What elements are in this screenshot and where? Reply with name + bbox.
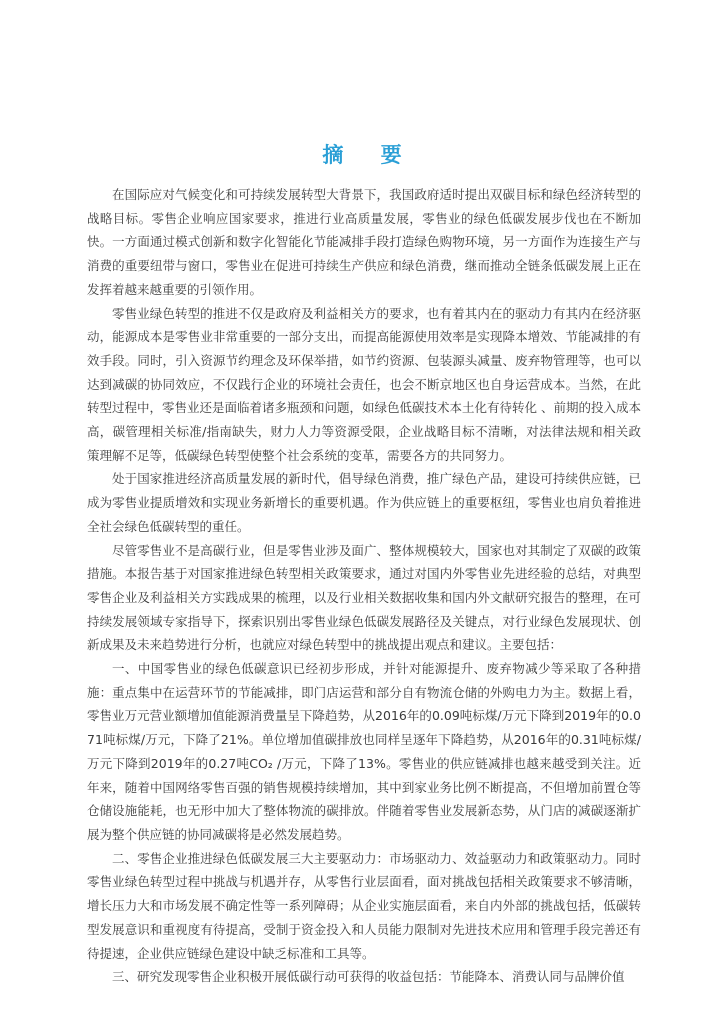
paragraph-1: 在国际应对气候变化和可持续发展转型大背景下，我国政府适时提出双碳目标和绿色经济转型的战略目标。零售企业响应国家要求，推进行业高质量发展，零售业的绿色低碳发展步伐也在不断加快。一方面通过模式创新和数字化智能化节能减排手段打造绿色购物环境，另一方面作为连接生产与消费的重要纽带与窗口，零售业在促进可持续生产供应和绿色消费，继而推动全链条低碳发展上正在发挥着越来越重要的引领作用。 [87, 187, 641, 297]
paragraph-4: 尽管零售业不是高碳行业，但是零售业涉及面广、整体规模较大，国家也对其制定了双碳的政策措施。本报告基于对国家推进绿色转型相关政策要求，通过对国内外零售业先进经验的总结，对典型零售企业及利益相关方实践成果的梳理，以及行业相关数据收集和国内外文献研究报告的整理，在可持续发展领域专家指导下，探索识别出零售业绿色低碳发展路径及关键点，对行业绿色发展现状、创新成果及未来趋势进行分析，也就应对绿色转型中的挑战提出观点和建议。主要包括： [87, 542, 641, 653]
paragraph-6: 二、零售企业推进绿色低碳发展三大主要驱动力：市场驱动力、效益驱动力和政策驱动力。同时零售业绿色转型过程中挑战与机遇并存，从零售行业层面看，面对挑战包括相关政策要求不够清晰，增长压力大和市场发展不确定性等一系列障碍；从企业实施层面看，来自内外部的挑战包括，低碳转型发展意识和重视度有待提高，受制于资金投入和人员能力限制对先进技术应用和管理手段完善还有待提速，企业供应链绿色建设中缺乏标准和工具等。 [87, 850, 641, 961]
paragraph-5: 一、中国零售业的绿色低碳意识已经初步形成，并针对能源提升、废弃物减少等采取了各种措施：重点集中在运营环节的节能减排，即门店运营和部分自有物流仓储的外购电力为主。数据上看，零售业万元营业额增加值能源消费量呈下降趋势，从2016年的0.09吨标煤/万元下降到2019年的0.071吨标煤/万元，下降了21%。单位增加值碳排放也同样呈逐年下降趋势，从2016年的0.31吨标煤/万元下降到2019年的0.27吨CO₂ /万元，下降了13%。零售业的供应链减排也越来越受到关注。近年来，随着中国网络零售百强的销售规模持续增加，其中到家业务比例不断提高，不但增加前置仓等仓储设施能耗，也无形中加大了整体物流的碳排放。伴随着零售业发展新态势，从门店的减碳逐渐扩展为整个供应链的协同减碳将是必然发展趋势。 [87, 661, 641, 842]
paragraph-2: 零售业绿色转型的推进不仅是政府及利益相关方的要求，也有着其内在的驱动力有其内在经济驱动，能源成本是零售业非常重要的一部分支出，而提高能源使用效率是实现降本增效、节能减排的有效手段。同时，引入资源节约理念及环保举措，如节约资源、包装源头减量、废弃物管理等，也可以达到减碳的协同效应，不仅践行企业的环境社会责任，也会不断京地区也自身运营成本。当然，在此转型过程中，零售业还是面临着诸多瓶颈和问题，如绿色低碳技术本土化有待转化 、前期的投入成本高，碳管理相关标准/指南缺失，财力人力等资源受限，企业战略目标不清晰，对法律法规和相关政策理解不足等，低碳绿色转型使整个社会系统的变革，需要各方的共同努力。 [87, 305, 641, 463]
paragraph-3: 处于国家推进经济高质量发展的新时代，倡导绿色消费，推广绿色产品，建设可持续供应链，已成为零售业提质增效和实现业务新增长的重要机遇。作为供应链上的重要枢纽，零售业也肩负着推进全社会绿色低碳转型的重任。 [87, 471, 641, 534]
paragraph-7: 三、研究发现零售企业积极开展低碳行动可获得的收益包括：节能降本、消费认同与品牌价值 [112, 969, 625, 985]
body-text [87, 183, 641, 989]
page-title: 摘 要 [322, 143, 417, 167]
